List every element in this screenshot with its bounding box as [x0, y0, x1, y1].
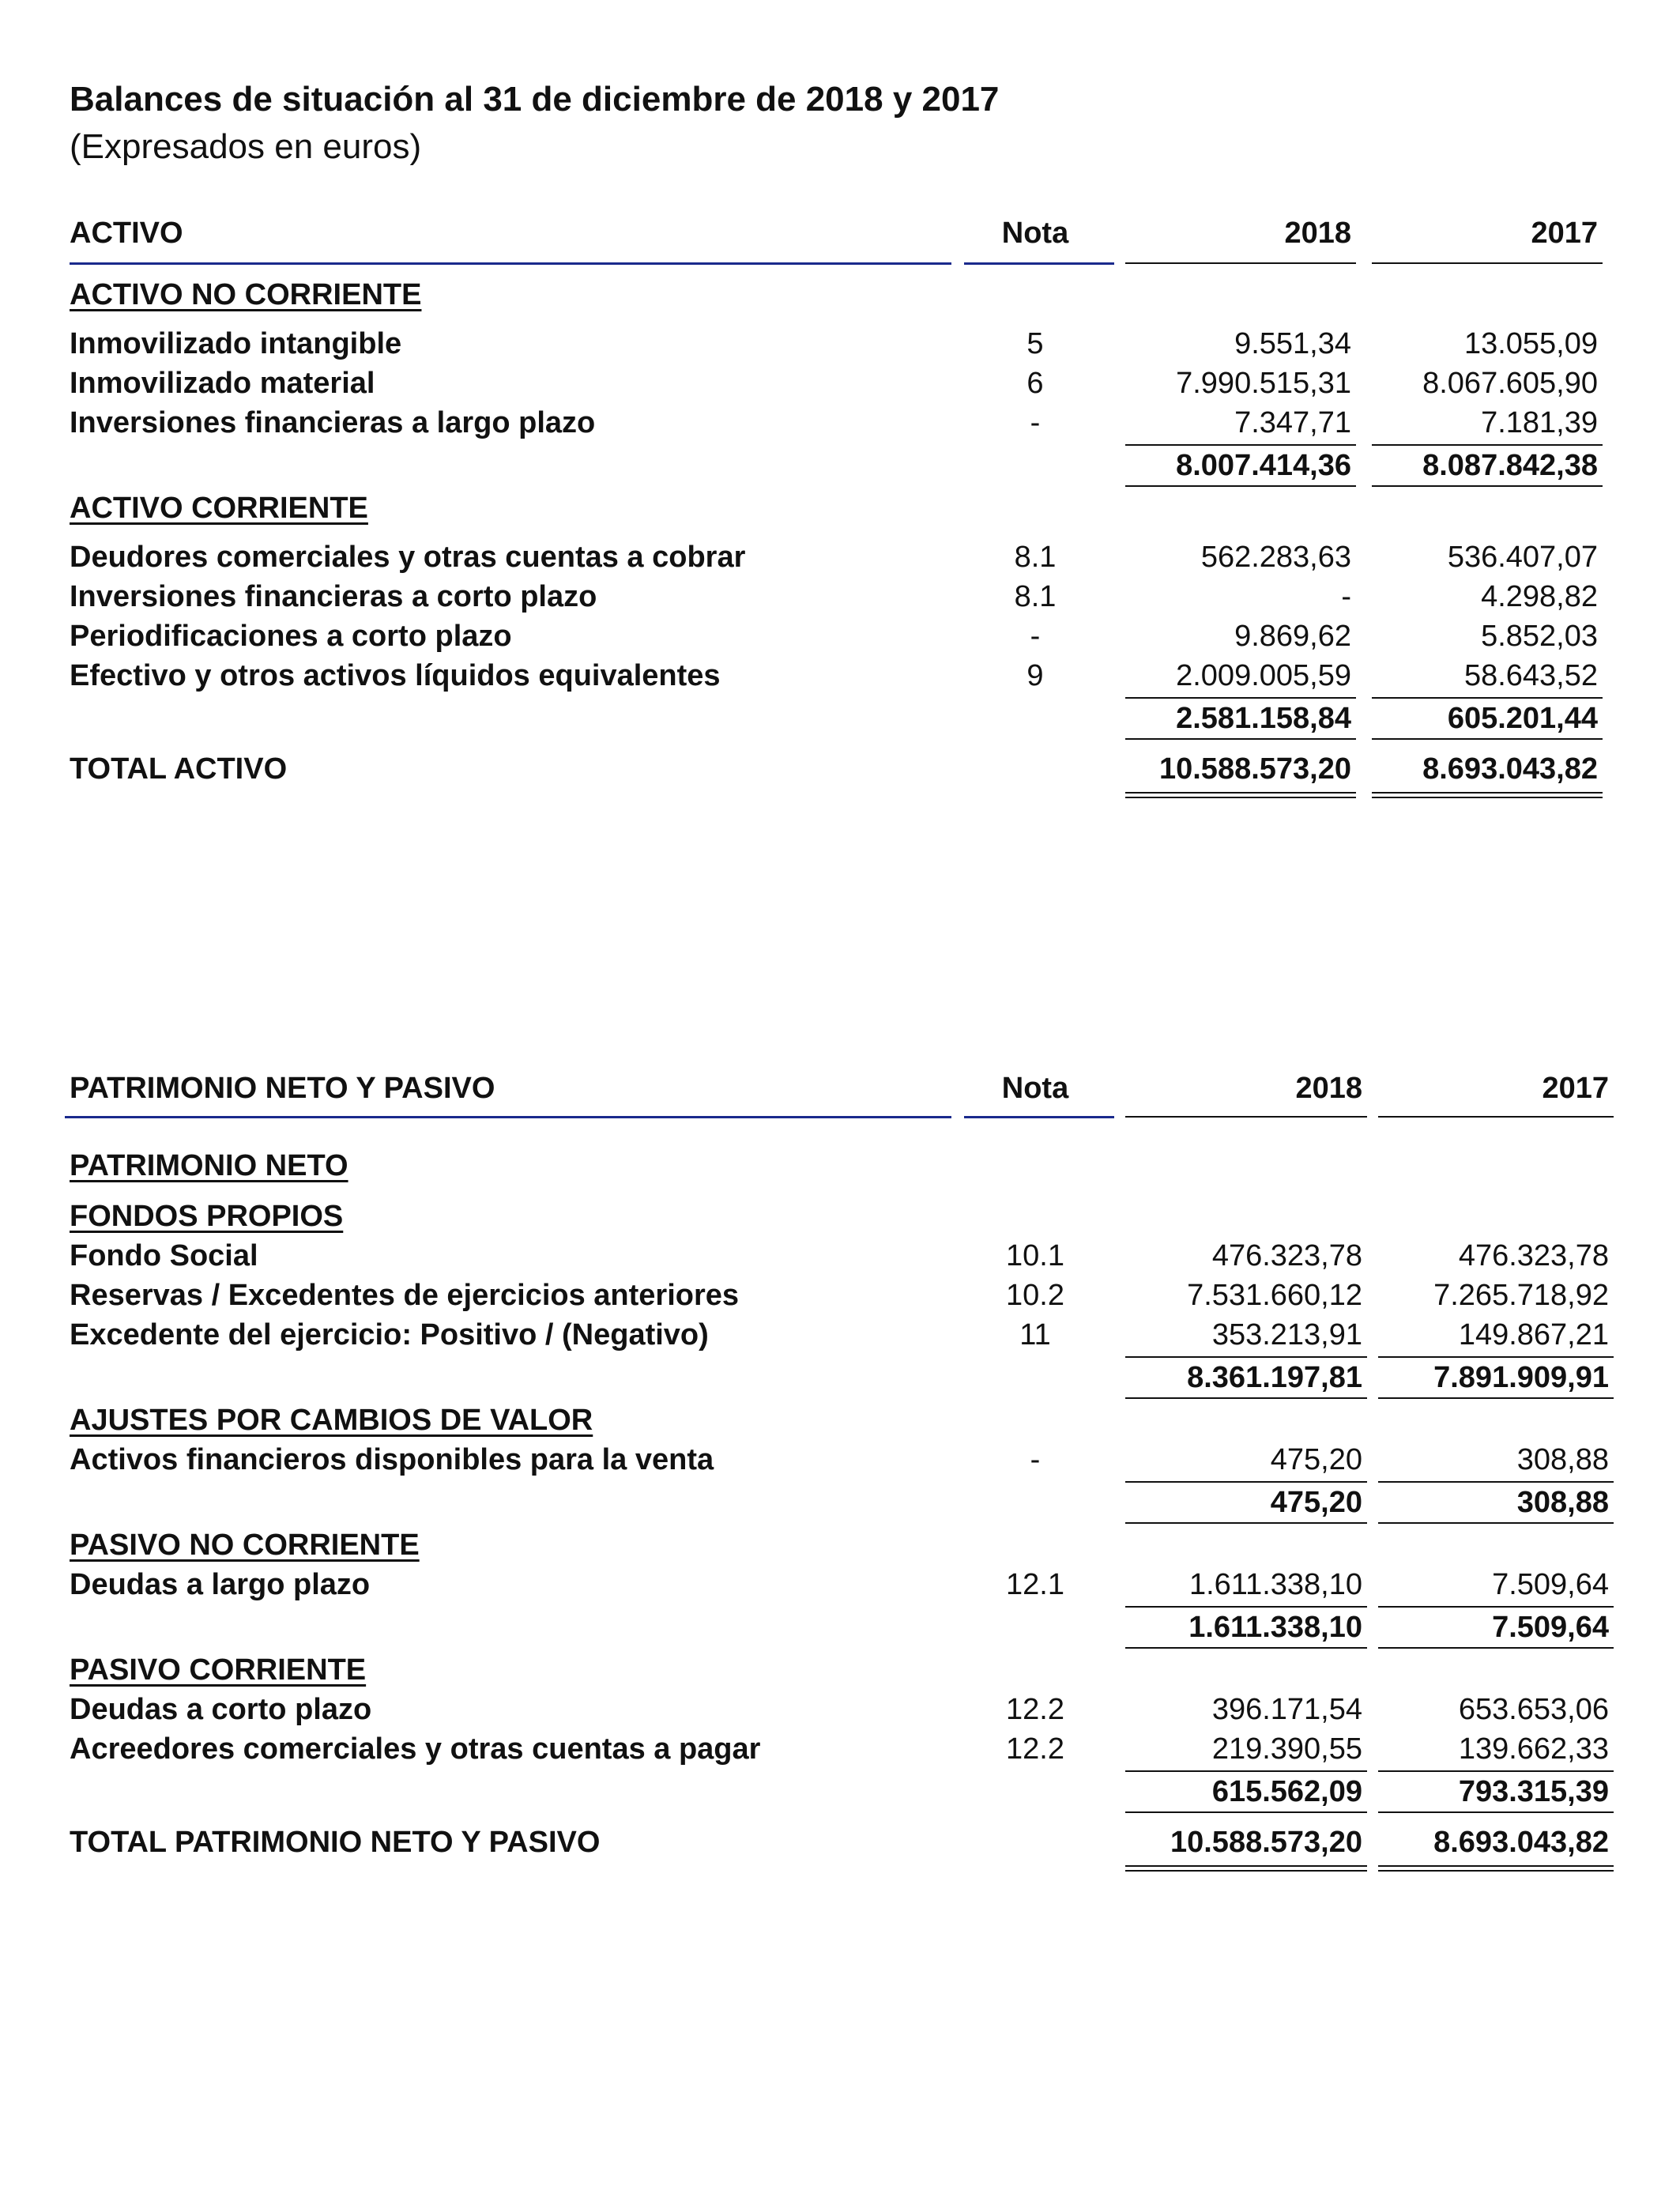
row-2017: 5.852,03	[1481, 620, 1598, 653]
subtotal-rule	[1125, 485, 1356, 487]
table-row	[0, 403, 1680, 443]
activo-no-corriente-heading: ACTIVO NO CORRIENTE	[70, 278, 422, 311]
row-2018: 396.171,54	[1211, 1693, 1362, 1726]
row-label: Activos financieros disponibles para la venta	[70, 1443, 714, 1476]
pasivo-header-2017: 2017	[1542, 1072, 1609, 1105]
fondos-propios-heading: FONDOS PROPIOS	[70, 1200, 344, 1233]
row-nota: -	[1030, 406, 1041, 439]
total-double-rule	[1125, 792, 1356, 798]
row-2018: 9.869,62	[1234, 620, 1351, 653]
row-label: Inmovilizado material	[70, 367, 375, 400]
total-double-rule	[1378, 1865, 1614, 1872]
table-row	[0, 537, 1680, 577]
row-label: Excedente del ejercicio: Positivo / (Negativo)	[70, 1318, 709, 1351]
row-nota: 6	[1026, 367, 1044, 400]
header-rule	[1125, 262, 1356, 264]
subtotal-rule	[1125, 1522, 1367, 1524]
subtotal-rule	[1378, 1647, 1614, 1649]
row-label: Inmovilizado intangible	[70, 327, 402, 360]
row-2017: 139.662,33	[1458, 1732, 1609, 1766]
header-rule	[70, 262, 951, 265]
row-2017: 7.181,39	[1481, 406, 1598, 439]
row-label: Acreedores comerciales y otras cuentas a pagar	[70, 1732, 761, 1766]
row-2017: 7.265.718,92	[1433, 1279, 1609, 1312]
total-2017: 8.693.043,82	[1422, 752, 1598, 786]
subtotal-rule	[1125, 1397, 1367, 1399]
row-2017: 7.509,64	[1492, 1568, 1609, 1601]
row-2017: 308,88	[1516, 1443, 1609, 1476]
row-nota: 9	[1026, 659, 1044, 692]
total-activo-row	[0, 749, 1680, 789]
row-2017: 8.067.605,90	[1422, 367, 1598, 400]
document-subtitle: (Expresados en euros)	[70, 127, 422, 166]
total-label: TOTAL ACTIVO	[70, 752, 288, 786]
total-double-rule	[1125, 1865, 1367, 1872]
row-2017: 4.298,82	[1481, 580, 1598, 613]
section-heading	[0, 1146, 1680, 1186]
table-row	[0, 1236, 1680, 1276]
row-2018: 1.611.338,10	[1188, 1568, 1362, 1601]
row-label: Inversiones financieras a largo plazo	[70, 406, 596, 439]
pasivo-header-2018: 2018	[1295, 1072, 1362, 1105]
row-nota: 10.1	[1006, 1239, 1064, 1272]
row-2018: 219.390,55	[1211, 1732, 1362, 1766]
row-2018: 7.531.660,12	[1187, 1279, 1362, 1312]
total-2018: 10.588.573,20	[1158, 752, 1351, 786]
subtotal-rule	[1372, 738, 1603, 740]
row-nota: 12.2	[1006, 1693, 1064, 1726]
row-label: Reservas / Excedentes de ejercicios anteriores	[70, 1279, 740, 1312]
pasivo-header-row	[0, 1069, 1680, 1108]
table-row	[0, 1565, 1680, 1604]
subtotal-row	[0, 446, 1680, 485]
table-row	[0, 577, 1680, 616]
subtotal-row	[0, 1772, 1680, 1811]
pasivo-corriente-heading: PASIVO CORRIENTE	[70, 1653, 367, 1687]
row-label: Fondo Social	[70, 1239, 258, 1272]
activo-header-nota: Nota	[1001, 217, 1069, 250]
header-rule	[1372, 262, 1603, 264]
subtotal-row	[0, 1608, 1680, 1647]
row-nota: 8.1	[1014, 580, 1057, 613]
subtotal-2018: 475,20	[1270, 1486, 1362, 1519]
subtotal-2018: 615.562,09	[1211, 1775, 1362, 1808]
ajustes-heading: AJUSTES POR CAMBIOS DE VALOR	[70, 1404, 593, 1437]
table-row	[0, 1440, 1680, 1480]
row-nota: 10.2	[1006, 1279, 1064, 1312]
subtotal-rule	[1372, 485, 1603, 487]
total-2018: 10.588.573,20	[1170, 1826, 1362, 1859]
table-row	[0, 616, 1680, 656]
total-double-rule	[1372, 792, 1603, 798]
subtotal-2017: 8.087.842,38	[1422, 449, 1598, 482]
row-2017: 58.643,52	[1463, 659, 1598, 692]
subtotal-rule	[1378, 1811, 1614, 1813]
activo-header-2017: 2017	[1531, 217, 1598, 250]
section-heading	[0, 1197, 1680, 1236]
row-2018: -	[1341, 580, 1351, 613]
header-rule	[964, 1116, 1114, 1118]
total-pasivo-row	[0, 1823, 1680, 1862]
section-heading	[0, 1650, 1680, 1690]
subtotal-2018: 2.581.158,84	[1176, 702, 1351, 735]
total-2017: 8.693.043,82	[1433, 1826, 1609, 1859]
subtotal-2017: 7.891.909,91	[1433, 1361, 1609, 1394]
header-rule	[65, 1116, 951, 1118]
row-2018: 476.323,78	[1211, 1239, 1362, 1272]
row-nota: 5	[1026, 327, 1044, 360]
row-label: Deudas a largo plazo	[70, 1568, 371, 1601]
section-heading	[0, 275, 1680, 315]
row-2018: 9.551,34	[1234, 327, 1351, 360]
row-2018: 475,20	[1270, 1443, 1362, 1476]
row-2018: 562.283,63	[1200, 541, 1351, 574]
row-2017: 149.867,21	[1458, 1318, 1609, 1351]
pasivo-header-label: PATRIMONIO NETO Y PASIVO	[70, 1072, 495, 1105]
table-row	[0, 656, 1680, 696]
section-heading	[0, 1400, 1680, 1440]
row-2018: 7.990.515,31	[1176, 367, 1351, 400]
activo-header-row	[0, 213, 1680, 253]
subtotal-2017: 308,88	[1516, 1486, 1609, 1519]
row-label: Inversiones financieras a corto plazo	[70, 580, 597, 613]
row-2018: 353.213,91	[1211, 1318, 1362, 1351]
row-2017: 653.653,06	[1458, 1693, 1609, 1726]
document-title: Balances de situación al 31 de diciembre de 2018 y 2017	[70, 80, 1000, 119]
subtotal-row	[0, 1358, 1680, 1397]
total-label: TOTAL PATRIMONIO NETO Y PASIVO	[70, 1826, 601, 1859]
subtotal-2017: 793.315,39	[1458, 1775, 1609, 1808]
row-nota: 12.1	[1006, 1568, 1064, 1601]
row-2018: 2.009.005,59	[1176, 659, 1351, 692]
table-row	[0, 1315, 1680, 1355]
row-nota: 12.2	[1006, 1732, 1064, 1766]
table-row	[0, 1729, 1680, 1769]
row-label: Deudas a corto plazo	[70, 1693, 372, 1726]
subtotal-rule	[1378, 1522, 1614, 1524]
subtotal-2018: 8.007.414,36	[1176, 449, 1351, 482]
subtotal-2018: 8.361.197,81	[1187, 1361, 1362, 1394]
row-nota: 11	[1019, 1318, 1051, 1351]
subtotal-rule	[1125, 1647, 1367, 1649]
subtotal-rule	[1378, 1397, 1614, 1399]
row-nota: -	[1030, 1443, 1041, 1476]
section-heading	[0, 488, 1680, 528]
pasivo-no-corriente-heading: PASIVO NO CORRIENTE	[70, 1529, 420, 1562]
subtotal-2017: 605.201,44	[1447, 702, 1598, 735]
row-2017: 476.323,78	[1458, 1239, 1609, 1272]
table-row	[0, 1276, 1680, 1315]
row-label: Efectivo y otros activos líquidos equivalentes	[70, 659, 721, 692]
row-label: Deudores comerciales y otras cuentas a cobrar	[70, 541, 746, 574]
row-nota: -	[1030, 620, 1041, 653]
row-2017: 13.055,09	[1463, 327, 1598, 360]
row-2018: 7.347,71	[1234, 406, 1351, 439]
subtotal-2018: 1.611.338,10	[1188, 1611, 1362, 1644]
row-nota: 8.1	[1014, 541, 1057, 574]
table-row	[0, 324, 1680, 364]
patrimonio-neto-heading: PATRIMONIO NETO	[70, 1149, 348, 1182]
header-rule	[964, 262, 1114, 265]
activo-header-label: ACTIVO	[70, 217, 183, 250]
subtotal-rule	[1125, 738, 1356, 740]
activo-corriente-heading: ACTIVO CORRIENTE	[70, 492, 368, 525]
section-heading	[0, 1525, 1680, 1565]
subtotal-row	[0, 1483, 1680, 1522]
subtotal-2017: 7.509,64	[1492, 1611, 1609, 1644]
header-rule	[1378, 1116, 1614, 1118]
row-label: Periodificaciones a corto plazo	[70, 620, 512, 653]
subtotal-rule	[1125, 1811, 1367, 1813]
row-2017: 536.407,07	[1447, 541, 1598, 574]
table-row	[0, 1690, 1680, 1729]
pasivo-header-nota: Nota	[1001, 1072, 1069, 1105]
table-row	[0, 364, 1680, 403]
subtotal-row	[0, 699, 1680, 738]
header-rule	[1125, 1116, 1367, 1118]
activo-header-2018: 2018	[1284, 217, 1351, 250]
